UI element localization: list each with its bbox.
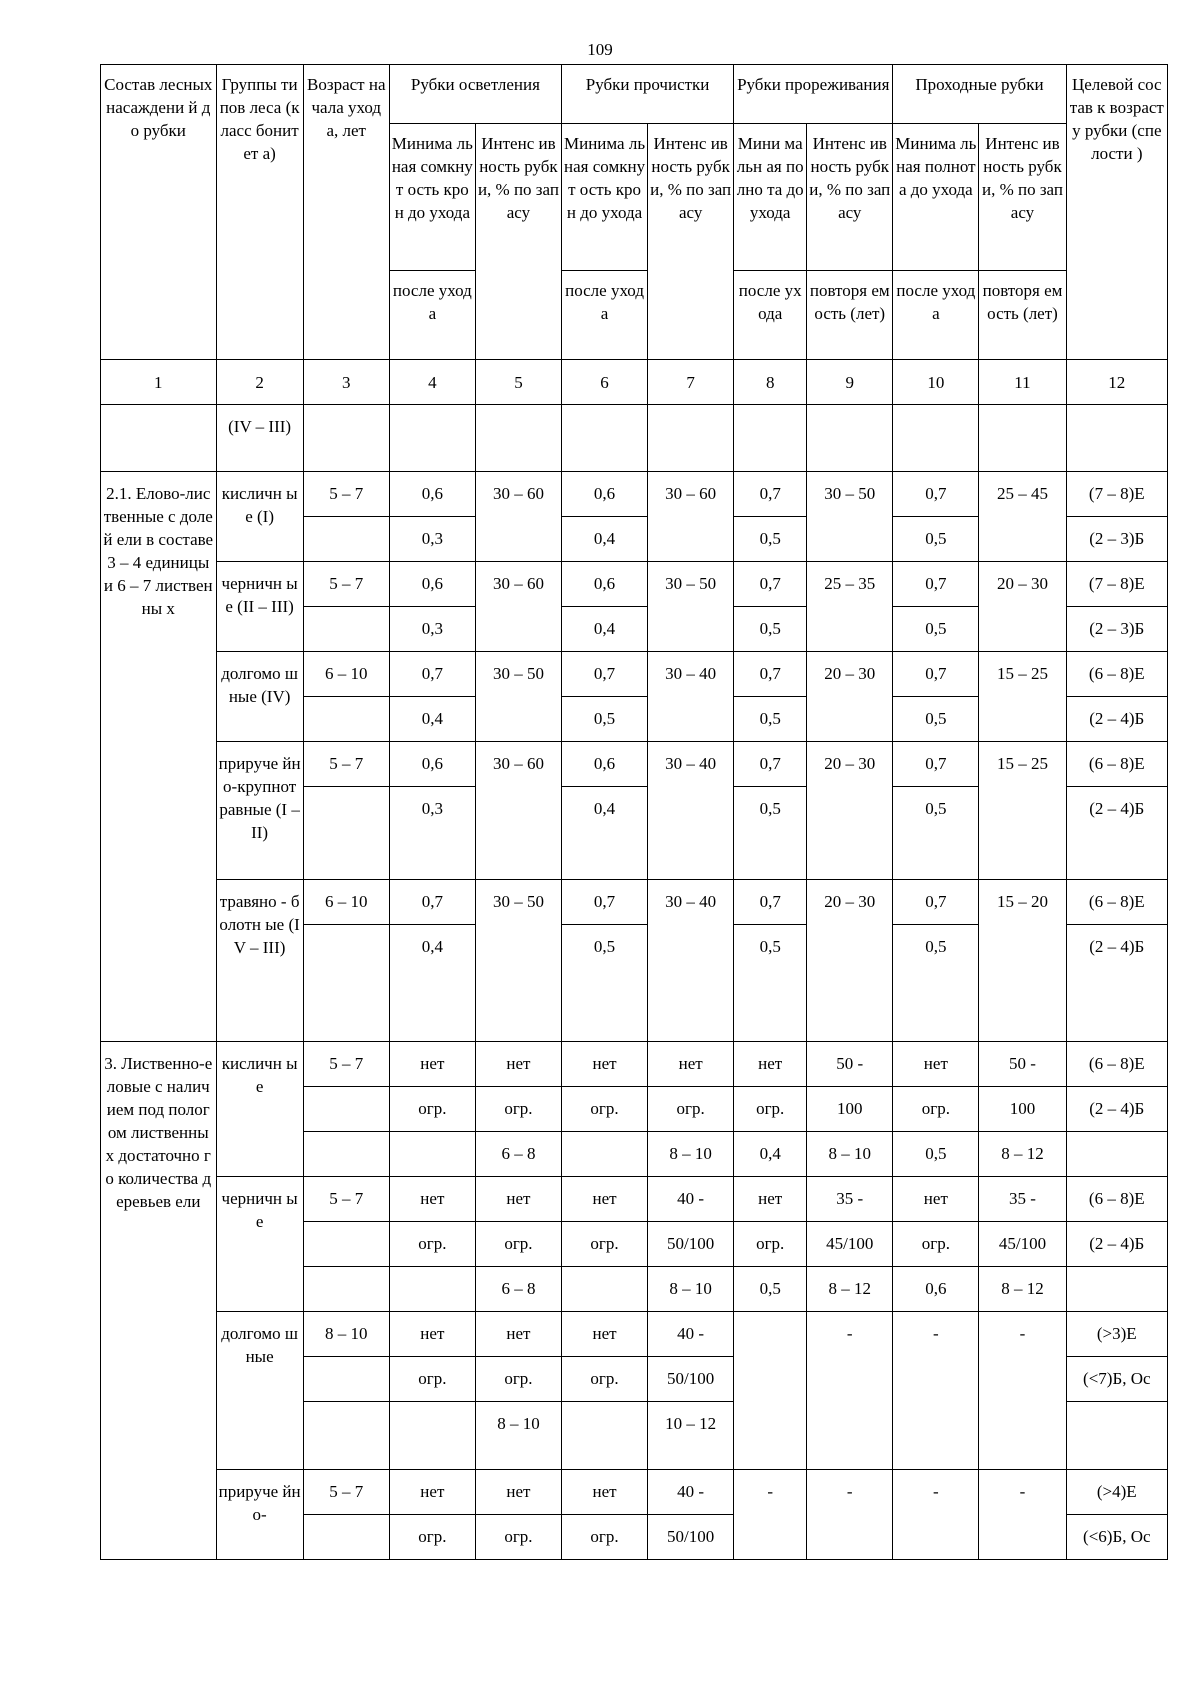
table-cell: 30 – 50 [475, 880, 561, 1042]
table-cell [303, 1357, 389, 1402]
table-cell: 0,4 [562, 517, 648, 562]
table-cell: нет [734, 1177, 807, 1222]
forest-type-group: черничн ые [216, 1177, 303, 1312]
header-stand-composition: Состав лесных насаждени й до рубки [101, 65, 217, 360]
table-cell: 0,5 [562, 925, 648, 1042]
table-cell [303, 1222, 389, 1267]
column-number: 5 [475, 360, 561, 405]
table-cell [101, 405, 217, 472]
table-cell [1066, 1132, 1167, 1177]
header-prorezhivanie: Рубки прореживания [734, 65, 893, 124]
table-cell: огр. [475, 1357, 561, 1402]
table-cell [303, 925, 389, 1042]
table-cell [389, 1267, 475, 1312]
table-cell: нет [389, 1042, 475, 1087]
table-cell: огр. [562, 1087, 648, 1132]
table-cell: 6 – 10 [303, 652, 389, 697]
table-cell [303, 517, 389, 562]
table-cell: 30 – 60 [475, 562, 561, 652]
table-cell: 0,5 [893, 787, 979, 880]
table-cell: 0,7 [734, 652, 807, 697]
table-cell: - [979, 1312, 1066, 1470]
column-number: 6 [562, 360, 648, 405]
table-cell [562, 405, 648, 472]
table-cell [1066, 1267, 1167, 1312]
table-cell: 0,5 [734, 697, 807, 742]
table-cell: огр. [389, 1222, 475, 1267]
table-cell: 10 – 12 [648, 1402, 734, 1470]
table-cell: - [893, 1470, 979, 1560]
table-cell: огр. [893, 1087, 979, 1132]
header-after-care: после ухода [389, 271, 475, 360]
column-number: 8 [734, 360, 807, 405]
table-cell: 50/100 [648, 1222, 734, 1267]
table-cell [303, 787, 389, 880]
table-cell: 5 – 7 [303, 1470, 389, 1515]
table-cell: 0,6 [389, 562, 475, 607]
table-cell: 50 - [979, 1042, 1066, 1087]
table-cell: 0,7 [562, 652, 648, 697]
table-cell: 8 – 12 [979, 1132, 1066, 1177]
table-cell: 0,6 [562, 472, 648, 517]
table-cell: 0,6 [562, 742, 648, 787]
table-cell [303, 1267, 389, 1312]
table-cell: огр. [389, 1515, 475, 1560]
table-cell: 50 - [807, 1042, 893, 1087]
table-cell: (2 – 3)Б [1066, 607, 1167, 652]
table-cell: (2 – 4)Б [1066, 697, 1167, 742]
table-cell: 30 – 60 [475, 472, 561, 562]
table-cell: огр. [475, 1222, 561, 1267]
table-cell: 0,7 [734, 742, 807, 787]
table-cell [303, 697, 389, 742]
table-cell: нет [475, 1470, 561, 1515]
table-cell: 0,4 [734, 1132, 807, 1177]
table-cell [389, 405, 475, 472]
table-cell: 0,7 [893, 880, 979, 925]
table-row [101, 880, 1168, 925]
table-cell: 45/100 [807, 1222, 893, 1267]
table-cell: 0,7 [389, 880, 475, 925]
header-after-care: после ухода [893, 271, 979, 360]
forest-type-group: долгомо шные [216, 1312, 303, 1470]
table-cell: 6 – 8 [475, 1267, 561, 1312]
table-cell: огр. [562, 1222, 648, 1267]
header-min-density: Мини мальн ая полно та до ухода [734, 124, 807, 271]
table-cell: 5 – 7 [303, 472, 389, 517]
table-cell: 5 – 7 [303, 742, 389, 787]
table-cell [562, 1402, 648, 1470]
table-cell: нет [475, 1177, 561, 1222]
column-number: 1 [101, 360, 217, 405]
table-cell: (2 – 4)Б [1066, 925, 1167, 1042]
table-cell: 0,7 [389, 652, 475, 697]
table-cell: (2 – 4)Б [1066, 787, 1167, 880]
header-intensity: Интенс ивность рубки, % по запасу [979, 124, 1066, 271]
table-cell: 0,5 [734, 607, 807, 652]
table-cell [562, 1267, 648, 1312]
table-cell: огр. [648, 1087, 734, 1132]
table-cell: 0,4 [562, 607, 648, 652]
table-cell: 5 – 7 [303, 1042, 389, 1087]
table-cell: 15 – 25 [979, 652, 1066, 742]
table-cell: нет [893, 1042, 979, 1087]
table-row [101, 562, 1168, 607]
table-cell: (2 – 4)Б [1066, 1087, 1167, 1132]
table-cell: 5 – 7 [303, 562, 389, 607]
table-cell: (<6)Б, Ос [1066, 1515, 1167, 1560]
table-cell: 8 – 12 [807, 1267, 893, 1312]
table-cell: 15 – 25 [979, 742, 1066, 880]
table-cell: 0,6 [389, 472, 475, 517]
table-cell: (IV – III) [216, 405, 303, 472]
forest-type-group: приручe йно-крупнот равные (I – II) [216, 742, 303, 880]
table-cell: 0,5 [893, 697, 979, 742]
table-cell [562, 1132, 648, 1177]
table-cell: 50/100 [648, 1515, 734, 1560]
table-cell [1066, 1402, 1167, 1470]
table-cell: 0,7 [893, 742, 979, 787]
table-cell: 20 – 30 [807, 652, 893, 742]
table-cell: 0,7 [893, 472, 979, 517]
table-cell: 0,6 [389, 742, 475, 787]
table-cell: 5 – 7 [303, 1177, 389, 1222]
table-cell: нет [389, 1177, 475, 1222]
header-repeatability: повторя емость (лет) [807, 271, 893, 360]
table-cell [734, 1312, 807, 1470]
column-number: 12 [1066, 360, 1167, 405]
forest-type-group: травяно - болотн ые (IV – III) [216, 880, 303, 1042]
table-cell [303, 1087, 389, 1132]
header-start-age: Возраст начала ухода, лет [303, 65, 389, 360]
table-cell: 8 – 10 [475, 1402, 561, 1470]
table-cell: 0,7 [734, 472, 807, 517]
page-number: 109 [587, 40, 613, 59]
table-cell: 0,5 [893, 517, 979, 562]
header-intensity: Интенс ивность рубки, % по запасу [475, 124, 561, 360]
table-cell: 8 – 12 [979, 1267, 1066, 1312]
table-cell: огр. [562, 1357, 648, 1402]
table-cell [1066, 405, 1167, 472]
table-cell: 8 – 10 [807, 1132, 893, 1177]
table-row [101, 1177, 1168, 1222]
header-prochistka: Рубки прочистки [562, 65, 734, 124]
table-cell: 0,5 [734, 517, 807, 562]
table-cell [475, 405, 561, 472]
table-cell: (6 – 8)Е [1066, 1042, 1167, 1087]
column-number: 4 [389, 360, 475, 405]
table-cell: огр. [389, 1357, 475, 1402]
table-cell: 6 – 8 [475, 1132, 561, 1177]
header-intensity: Интенс ивность рубки, % по запасу [807, 124, 893, 271]
table-cell: 35 - [979, 1177, 1066, 1222]
table-cell [389, 1132, 475, 1177]
table-cell: (2 – 3)Б [1066, 517, 1167, 562]
table-cell: огр. [562, 1515, 648, 1560]
table-cell: 0,3 [389, 517, 475, 562]
table-cell [389, 1402, 475, 1470]
table-cell: 0,5 [734, 925, 807, 1042]
table-cell: 30 – 40 [648, 742, 734, 880]
table-cell [893, 405, 979, 472]
table-cell: огр. [734, 1087, 807, 1132]
table-cell: (6 – 8)Е [1066, 652, 1167, 697]
table-cell: 30 – 50 [648, 562, 734, 652]
table-cell: - [893, 1312, 979, 1470]
header-forest-type-groups: Группы типов леса (класс бонитет а) [216, 65, 303, 360]
table-cell: 30 – 60 [475, 742, 561, 880]
header-min-closure: Минима льная сомкнут ость крон до ухода [389, 124, 475, 271]
table-cell: 15 – 20 [979, 880, 1066, 1042]
table-cell: 30 – 40 [648, 652, 734, 742]
table-cell: 0,5 [893, 1132, 979, 1177]
header-after-care: после ухода [562, 271, 648, 360]
table-cell: нет [562, 1312, 648, 1357]
table-cell: огр. [475, 1087, 561, 1132]
header-target-composition: Целевой состав к возрасту рубки (спелости ) [1066, 65, 1167, 360]
table-cell [807, 405, 893, 472]
table-cell: 20 – 30 [807, 742, 893, 880]
section-title: 2.1. Елово-лиственные с долей ели в составе 3 – 4 единицы и 6 – 7 лиственны х [101, 472, 217, 1042]
table-cell: 8 – 10 [303, 1312, 389, 1357]
table-cell: 0,7 [734, 562, 807, 607]
table-cell: - [734, 1470, 807, 1560]
table-cell: 25 – 35 [807, 562, 893, 652]
forest-care-table [100, 64, 1168, 1560]
forest-type-group: приручe йно- [216, 1470, 303, 1560]
table-cell: нет [475, 1042, 561, 1087]
table-cell: (<7)Б, Ос [1066, 1357, 1167, 1402]
table-cell: 8 – 10 [648, 1132, 734, 1177]
table-cell: 0,5 [734, 787, 807, 880]
table-cell: (7 – 8)Е [1066, 472, 1167, 517]
table-cell: 50/100 [648, 1357, 734, 1402]
table-cell [303, 1402, 389, 1470]
table-row [101, 405, 1168, 472]
table-cell: 0,7 [893, 562, 979, 607]
table-cell [303, 607, 389, 652]
column-number: 10 [893, 360, 979, 405]
table-cell: нет [389, 1312, 475, 1357]
forest-type-group: кисличн ые (I) [216, 472, 303, 562]
table-row [101, 472, 1168, 517]
column-number: 3 [303, 360, 389, 405]
table-cell: 0,7 [734, 880, 807, 925]
table-row [101, 652, 1168, 697]
table-row [101, 1312, 1168, 1357]
table-cell: 0,5 [893, 925, 979, 1042]
table-cell: (2 – 4)Б [1066, 1222, 1167, 1267]
table-cell: 0,4 [389, 697, 475, 742]
table-cell: огр. [893, 1222, 979, 1267]
table-cell: 0,7 [893, 652, 979, 697]
header-min-closure: Минима льная сомкнут ость крон до ухода [562, 124, 648, 271]
header-min-density: Минима льная полнота до ухода [893, 124, 979, 271]
table-cell: (>3)Е [1066, 1312, 1167, 1357]
table-cell: 35 - [807, 1177, 893, 1222]
table-cell: 0,3 [389, 607, 475, 652]
table-cell: 0,7 [562, 880, 648, 925]
table-cell: 0,5 [893, 607, 979, 652]
header-after-care: после ухода [734, 271, 807, 360]
table-cell: 40 - [648, 1470, 734, 1515]
table-cell: (6 – 8)Е [1066, 742, 1167, 787]
table-cell: 40 - [648, 1312, 734, 1357]
table-cell: 40 - [648, 1177, 734, 1222]
column-number: 11 [979, 360, 1066, 405]
table-cell: - [807, 1470, 893, 1560]
table-row [101, 1042, 1168, 1087]
table-cell: огр. [475, 1515, 561, 1560]
table-cell: - [807, 1312, 893, 1470]
table-cell: 0,5 [562, 697, 648, 742]
table-cell: 30 – 50 [807, 472, 893, 562]
table-row [101, 742, 1168, 787]
table-cell: (6 – 8)Е [1066, 1177, 1167, 1222]
table-cell: 0,5 [734, 1267, 807, 1312]
table-cell: нет [734, 1042, 807, 1087]
table-cell [648, 405, 734, 472]
table-cell: 25 – 45 [979, 472, 1066, 562]
table-cell [303, 1132, 389, 1177]
table-cell: (6 – 8)Е [1066, 880, 1167, 925]
table-cell [979, 405, 1066, 472]
header-intensity: Интенс ивность рубки, % по запасу [648, 124, 734, 360]
table-cell: - [979, 1470, 1066, 1560]
table-cell: 0,4 [389, 925, 475, 1042]
column-number: 9 [807, 360, 893, 405]
table-cell: 0,6 [562, 562, 648, 607]
table-cell [303, 405, 389, 472]
header-prohodnye: Проходные рубки [893, 65, 1066, 124]
table-cell: 6 – 10 [303, 880, 389, 925]
table-cell: 0,4 [562, 787, 648, 880]
column-number-row [101, 360, 1168, 405]
table-cell: нет [562, 1177, 648, 1222]
table-row [101, 1470, 1168, 1515]
table-cell: 20 – 30 [979, 562, 1066, 652]
table-cell: (7 – 8)Е [1066, 562, 1167, 607]
column-number: 7 [648, 360, 734, 405]
table-cell: 0,6 [893, 1267, 979, 1312]
table-cell: 100 [979, 1087, 1066, 1132]
table-cell: (>4)Е [1066, 1470, 1167, 1515]
section-title: 3. Лиственно-еловые с наличием под пологом лиственны х достаточно го количества деревьев ели [101, 1042, 217, 1560]
header-row [101, 65, 1168, 124]
table-cell [303, 1515, 389, 1560]
table-cell: 8 – 10 [648, 1267, 734, 1312]
table-cell: 30 – 40 [648, 880, 734, 1042]
header-repeatability: повторя емость (лет) [979, 271, 1066, 360]
column-number: 2 [216, 360, 303, 405]
table-cell: 30 – 60 [648, 472, 734, 562]
forest-type-group: долгомо шные (IV) [216, 652, 303, 742]
table-cell: нет [648, 1042, 734, 1087]
table-cell [734, 405, 807, 472]
table-cell: нет [389, 1470, 475, 1515]
header-osvetlenie: Рубки осветления [389, 65, 561, 124]
forest-type-group: черничн ые (II – III) [216, 562, 303, 652]
table-cell: нет [475, 1312, 561, 1357]
table-cell: 30 – 50 [475, 652, 561, 742]
table-cell: нет [562, 1470, 648, 1515]
table-cell: 45/100 [979, 1222, 1066, 1267]
table-cell: 20 – 30 [807, 880, 893, 1042]
table-cell: огр. [734, 1222, 807, 1267]
forest-type-group: кисличн ые [216, 1042, 303, 1177]
table-cell: 0,3 [389, 787, 475, 880]
table-cell: 100 [807, 1087, 893, 1132]
table-cell: огр. [389, 1087, 475, 1132]
table-cell: нет [562, 1042, 648, 1087]
table-cell: нет [893, 1177, 979, 1222]
